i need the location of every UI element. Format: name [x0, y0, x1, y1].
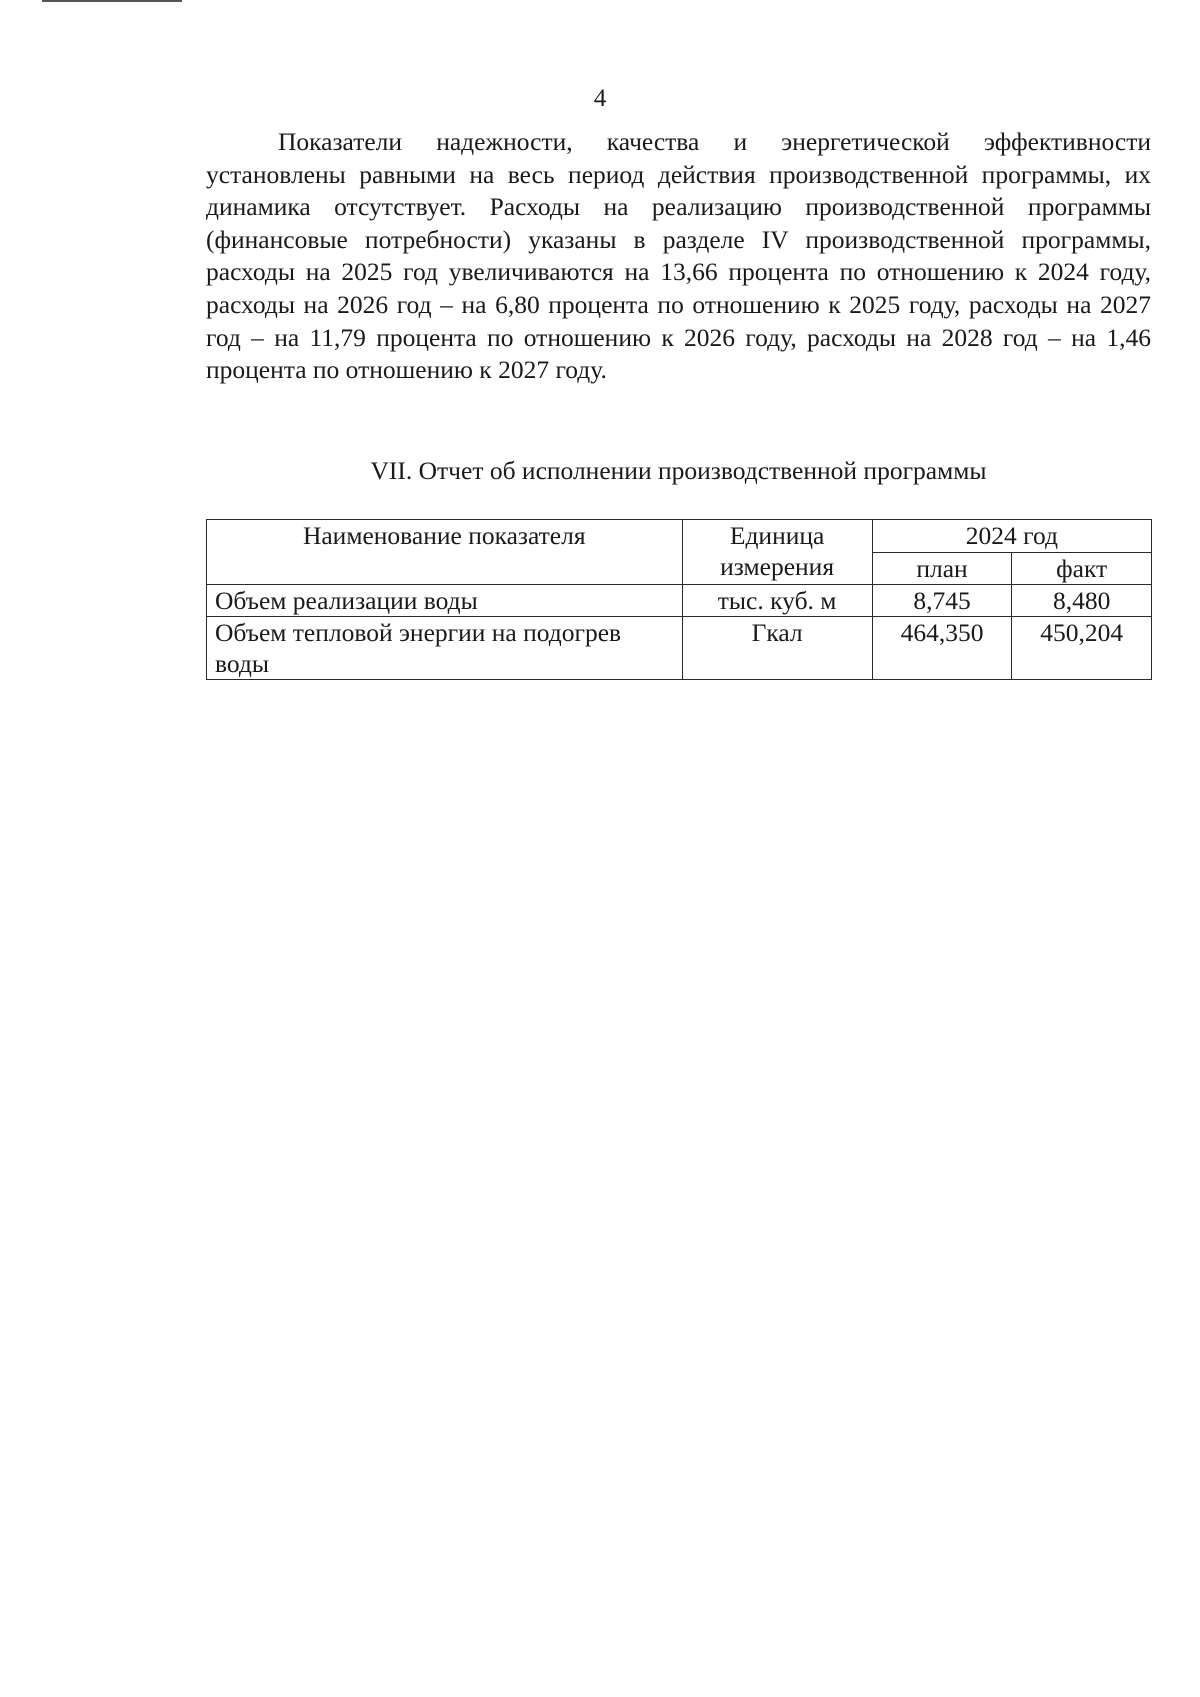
header-year: 2024 год — [872, 520, 1151, 553]
body-paragraph: Показатели надежности, качества и энергетической эффективности установлены равными на весь период действия производственной программы, их динамика отсутствует. Расходы на реализацию производственной программы (финансовые потребности) указаны в разделе IV производственной программы, расходы на 2025 год увеличиваются на 13,66 процента по отношению к 2024 году, расходы на 2026 год – на 6,80 процента по отношению к 2025 году, расходы на 2027 год – на 11,79 процента по отношению к 2026 году, расходы на 2028 год – на 1,46 процента по отношению к 2027 году. — [206, 127, 1151, 385]
cell-fact: 450,204 — [1012, 617, 1152, 680]
header-fact: факт — [1012, 553, 1152, 585]
header-unit: Единица измерения — [682, 520, 872, 585]
cell-unit: Гкал — [682, 617, 872, 680]
section-title: VII. Отчет об исполнении производственной программы — [370, 456, 987, 485]
header-indicator-name: Наименование показателя — [207, 520, 683, 585]
scan-edge-mark — [42, 0, 182, 2]
header-plan: план — [872, 553, 1012, 585]
cell-indicator-name: Объем тепловой энергии на подогрев воды — [207, 617, 683, 680]
page-number: 4 — [593, 85, 607, 112]
report-table — [206, 519, 1152, 680]
cell-indicator-name: Объем реализации воды — [207, 585, 683, 617]
cell-plan: 8,745 — [872, 585, 1012, 617]
cell-fact: 8,480 — [1012, 585, 1152, 617]
table-row — [207, 617, 1152, 680]
cell-unit: тыс. куб. м — [682, 585, 872, 617]
cell-plan: 464,350 — [872, 617, 1012, 680]
table-header-row — [207, 520, 1152, 553]
table-row — [207, 585, 1152, 617]
